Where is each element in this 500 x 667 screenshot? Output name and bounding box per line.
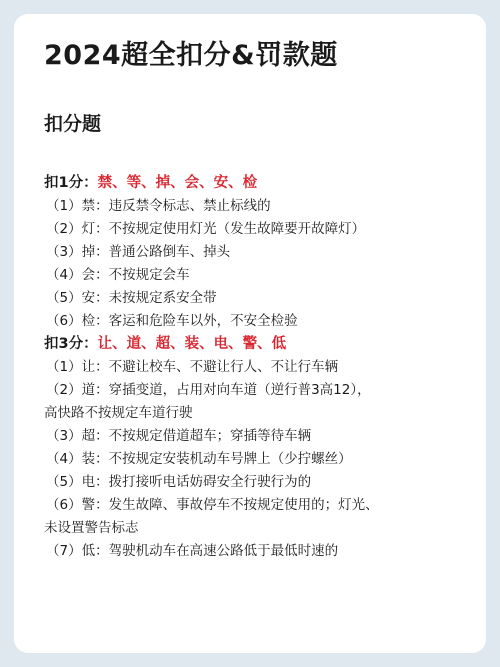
- section-label: 扣1分：: [44, 175, 98, 191]
- item-text: （6）警：发生故障、事故停车不按规定使用的；灯光、: [46, 497, 379, 513]
- item-text: （1）禁：违反禁令标志、禁止标线的: [46, 198, 271, 214]
- item-text: （4）会：不按规定会车: [46, 267, 190, 283]
- list-item: [44, 356, 464, 379]
- content-card: [14, 14, 486, 653]
- item-text: （1）让：不避让校车、不避让行人、不让行车辆: [46, 359, 339, 375]
- section-deduct-1: [44, 172, 464, 333]
- item-text: （5）电：拨打接听电话妨碍安全行驶行为的: [46, 474, 312, 490]
- list-item: [44, 448, 464, 471]
- list-item: [44, 264, 464, 287]
- section-keywords: 让、道、超、装、电、警、低: [97, 336, 287, 352]
- section-deduct-3: [44, 333, 464, 563]
- item-text: （3）掉：普通公路倒车、掉头: [46, 244, 231, 260]
- item-text: （2）道：穿插变道，占用对向车道（逆行普3高12），: [46, 382, 371, 398]
- item-text-continued: 高快路不按规定车道行驶: [44, 405, 193, 421]
- list-item: [44, 471, 464, 494]
- section-subtitle: 扣分题: [44, 113, 102, 135]
- list-item: [44, 494, 464, 540]
- page-title: 2024超全扣分&罚款题: [44, 40, 338, 71]
- section-heading: [44, 172, 464, 195]
- item-text: （2）灯：不按规定使用灯光（发生故障要开故障灯）: [46, 221, 366, 237]
- list-item: [44, 287, 464, 310]
- section-label: 扣3分：: [44, 336, 98, 352]
- item-text: （7）低：驾驶机动车在高速公路低于最低时速的: [46, 543, 339, 559]
- list-item: [44, 379, 464, 425]
- section-keywords: 禁、等、掉、会、安、检: [97, 175, 258, 191]
- item-text: （4）装：不按规定安装机动车号牌上（少拧螺丝）: [46, 451, 352, 467]
- list-item: [44, 195, 464, 218]
- list-item: [44, 241, 464, 264]
- item-text-continued: 未设置警告标志: [44, 520, 139, 536]
- list-item: [44, 218, 464, 241]
- list-item: [44, 540, 464, 563]
- item-text: （3）超：不按规定借道超车；穿插等待车辆: [46, 428, 312, 444]
- list-item: [44, 310, 464, 333]
- list-item: [44, 425, 464, 448]
- item-text: （6）检：客运和危险车以外，不安全检验: [46, 313, 298, 329]
- section-heading: [44, 333, 464, 356]
- item-text: （5）安：未按规定系安全带: [46, 290, 217, 306]
